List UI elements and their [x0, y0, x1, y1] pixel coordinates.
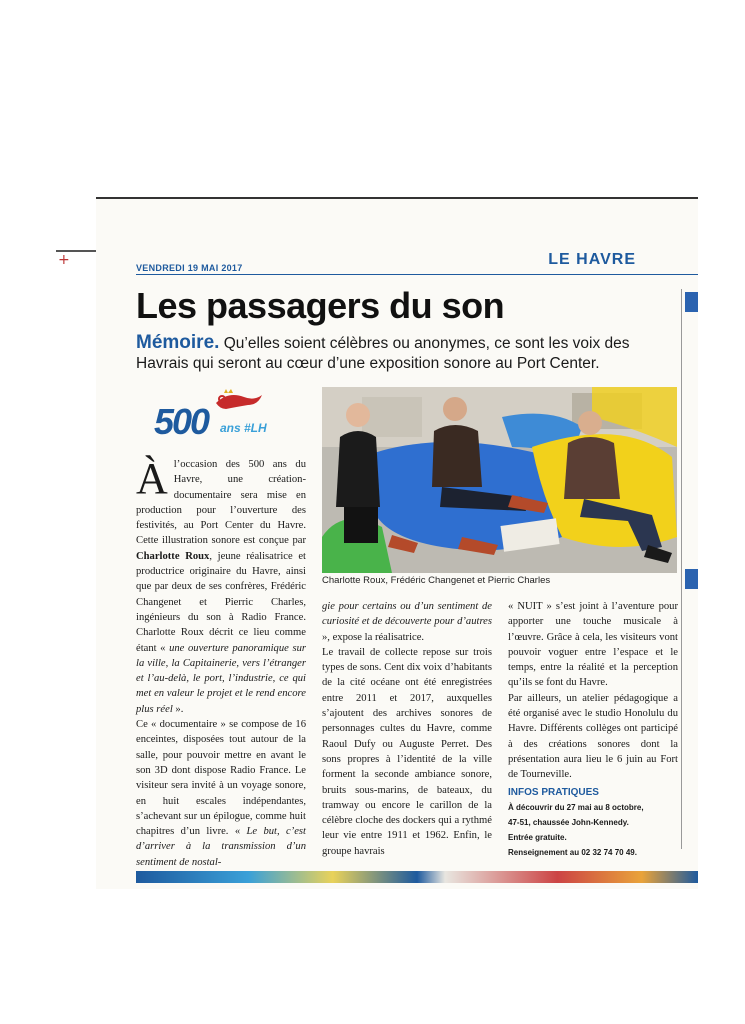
header-rule [136, 274, 698, 275]
kicker: Mémoire. [136, 332, 220, 353]
info-line: Renseignement au 02 32 74 70 49. [508, 847, 637, 857]
info-line: À découvrir du 27 mai au 8 octobre, [508, 802, 644, 812]
info-line: 47-51, chaussée John-Kennedy. [508, 817, 629, 827]
paragraph-text: Ce « documentaire » se compose de 16 enceintes, disposées tout autour de la salle, pour pouvoir mettre en avant le son 3D dont dispose Radio France. Le visiteur sera invité à un voyage sonore, en huit escales indépendantes, s’achevant sur un épilogue, comme huit chapitres d’un livre. « [136, 719, 306, 838]
photo-caption: Charlotte Roux, Frédéric Changenet et Pierric Charles [322, 575, 551, 586]
newspaper-clipping [96, 197, 698, 889]
quote-text: une ouverture panoramique sur la ville, la Capitainerie, vers l’étranger et l’au-delà, le port, l’industrie, ce qui met en valeur le projet et le rend encore plus réel [136, 642, 306, 715]
photo-illustration [322, 387, 677, 573]
article-column-2 [322, 599, 492, 859]
logo-tag: ans #LH [220, 421, 267, 435]
article-standfirst [136, 333, 676, 374]
paragraph: « NUIT » s’est joint à l’aventure pour apporter une touche musicale à l’œuvre. Grâce à cela, les visiteurs vont pouvoir voguer entre l’espace et le temps, entre la réalité et la perception qu’ils se font du Havre. [508, 601, 678, 689]
paragraph-text: », expose la réalisatrice. [322, 631, 425, 643]
article-headline: Les passagers du son [136, 285, 505, 326]
drop-cap: À [136, 454, 168, 503]
paragraph [322, 599, 492, 645]
paragraph-text: , jeune réalisatrice et productrice originaire du Havre, ainsi que par deux de ses confrères, Frédéric Changenet et Pierric Charles, ingénieurs du son à Radio France. Charlotte Roux décrit ce lieu comme étant « [136, 550, 306, 654]
person-name: Charlotte Roux [136, 550, 210, 562]
anniversary-logo [154, 387, 294, 451]
handwritten-plus-mark: + [58, 252, 70, 268]
article-photo [322, 387, 677, 573]
paragraph: Par ailleurs, un atelier pédagogique a été organisé avec le studio Honolulu du Havre. Différents collèges ont participé à des créations sonores dont la présentation aura lieu le 6 juin au Fort de Tourneville. [508, 692, 678, 781]
info-title: INFOS PRATIQUES [508, 786, 599, 798]
section-title: LE HAVRE [548, 251, 636, 268]
paragraph-text: ». [172, 703, 184, 715]
quote-text: Le but, c’est d’arriver à la transmission d’un sentiment de nostal- [136, 826, 306, 868]
info-line: Entrée gratuite. [508, 832, 567, 842]
paragraph-text: l’occasion des 500 ans du Havre, une création-documentaire sera mise en production pour l’ouverture des festivités, au Port Center du Havre. Cette illustration sonore est conçue par [136, 459, 306, 547]
bottom-color-strip [136, 871, 698, 883]
article-column-1 [136, 454, 306, 870]
article-column-3 [508, 599, 678, 860]
paragraph: Le travail de collecte repose sur trois types de sons. Cent dix voix d’habitants de la cité océane ont été enregistrées entre 2011 et 2017, auxquelles s’ajoutent des archives sonores de personnages cultes du Havre, comme Raoul Dufy ou Auguste Perret. Des sons propres à l’identité de la ville forment la seconde ambiance sonore, bruits sous-marins, de bateaux, du tramway ou encore le carillon de la célèbre cloche des dockers qui a rythmé leur vie entre 1911 et 1962. Enfin, le groupe havrais [322, 646, 492, 857]
adjacent-blue-marker [685, 292, 698, 312]
paragraph [136, 717, 306, 870]
quote-text: gie pour certains ou d’un sentiment de curiosité et de découverte pour d’autres [322, 601, 492, 628]
adjacent-blue-marker [685, 569, 698, 589]
issue-date: VENDREDI 19 MAI 2017 [136, 263, 243, 273]
standfirst-text: Qu’elles soient célèbres ou anonymes, ce sont les voix des Havrais qui seront au cœur d’une exposition sonore au Port Center. [136, 335, 630, 372]
logo-number: 500 [154, 401, 209, 442]
